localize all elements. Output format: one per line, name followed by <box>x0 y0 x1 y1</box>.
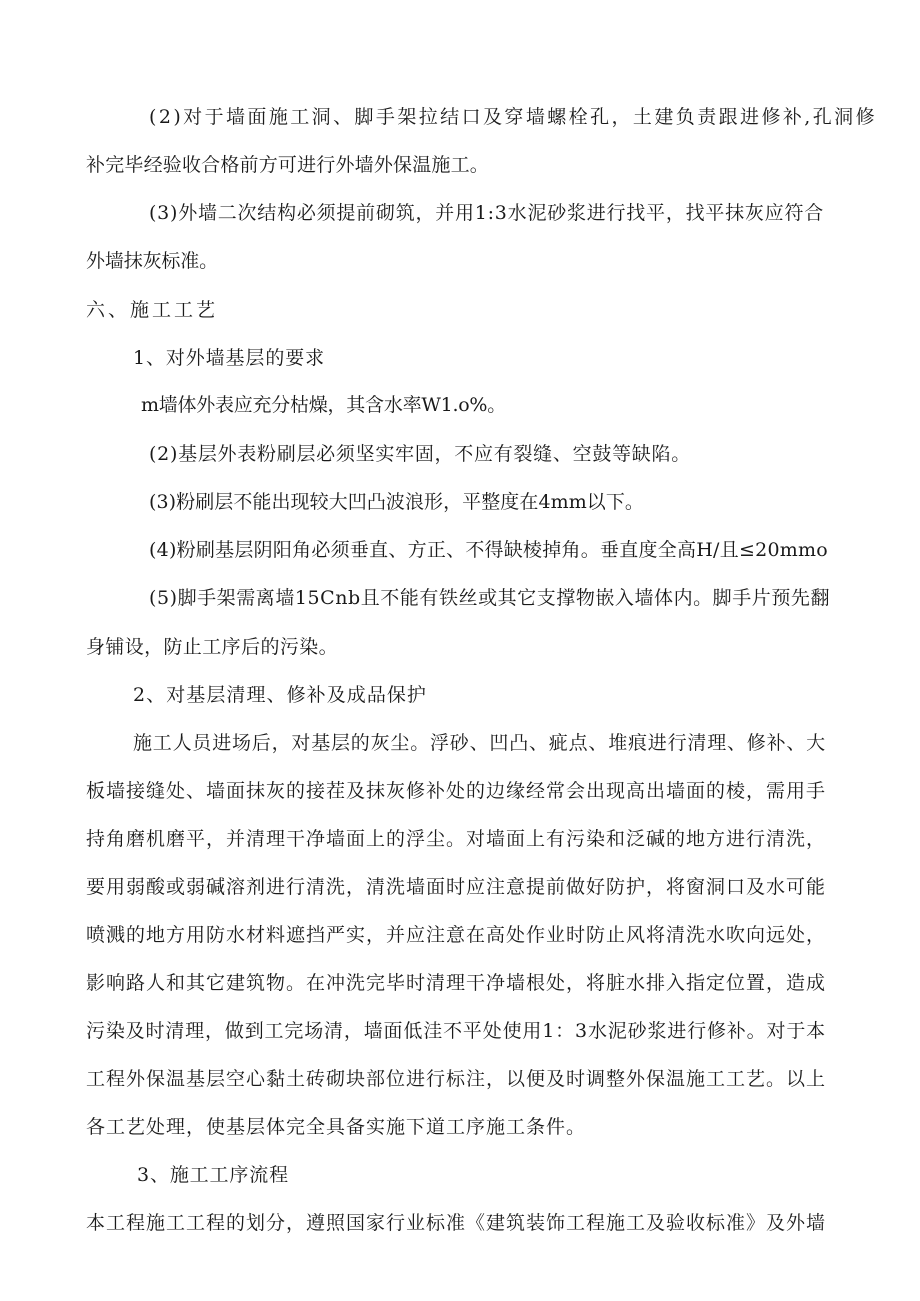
list-item: m墙体外表应充分枯燥，其含水率W1.o%。 <box>141 394 506 416</box>
paragraph-line: 身铺设，防止工序后的污染。 <box>86 636 338 658</box>
paragraph-line: 要用弱酸或弱碱溶剂进行清洗，清洗墙面时应注意提前做好防护，将窗洞口及水可能 <box>86 876 826 898</box>
section-heading: 六、施工工艺 <box>86 299 218 321</box>
paragraph-line: 工程外保温基层空心黏土砖砌块部位进行标注，以便及时调整外保温施工工艺。以上 <box>86 1068 826 1090</box>
paragraph-line: 外墙抹灰标准。 <box>86 250 218 272</box>
paragraph-line: 喷溅的地方用防水材料遮挡严实，并应注意在高处作业时防止风将清洗水吹向远处， <box>86 924 826 946</box>
paragraph-line: 各工艺处理，使基层体完全具备实施下道工序施工条件。 <box>86 1116 586 1138</box>
paragraph-line: (3)外墙二次结构必须提前砌筑，并用1:3水泥砂浆进行找平，找平抹灰应符合 <box>149 202 824 224</box>
subsection-heading: 1、对外墙基层的要求 <box>133 347 325 369</box>
list-item: (5)脚手架需离墙15Cnb且不能有铁丝或其它支撑物嵌入墙体内。脚手片预先翻 <box>149 587 830 609</box>
subsection-heading: 3、施工工序流程 <box>137 1164 289 1186</box>
paragraph-line: 施工人员进场后，对基层的灰尘。浮砂、凹凸、疵点、堆痕进行清理、修补、大 <box>133 732 826 754</box>
paragraph-line: 本工程施工工程的划分，遵照国家行业标准《建筑装饰工程施工及验收标准》及外墙 <box>86 1212 826 1234</box>
list-item: (3)粉刷层不能出现较大凹凸波浪形，平整度在4mm以下。 <box>149 491 644 513</box>
paragraph-line: 影响路人和其它建筑物。在冲洗完毕时清理干净墙根处，将脏水排入指定位置，造成 <box>86 972 826 994</box>
paragraph-line: 持角磨机磨平，并清理干净墙面上的浮尘。对墙面上有污染和泛碱的地方进行清洗， <box>86 828 826 850</box>
paragraph-line: 污染及时清理，做到工完场清，墙面低洼不平处使用1：3水泥砂浆进行修补。对于本 <box>86 1020 826 1042</box>
list-item: (4)粉刷基层阴阳角必须垂直、方正、不得缺棱掉角。垂直度全高H/且≤20mmo <box>149 539 828 561</box>
paragraph-line: 板墙接缝处、墙面抹灰的接茬及抹灰修补处的边缘经常会出现高出墙面的棱，需用手 <box>86 780 826 802</box>
subsection-heading: 2、对基层清理、修补及成品保护 <box>133 684 427 706</box>
list-item: (2)基层外表粉刷层必须坚实牢固，不应有裂缝、空鼓等缺陷。 <box>149 443 691 465</box>
paragraph-line: 补完毕经验收合格前方可进行外墙外保温施工。 <box>86 154 489 176</box>
paragraph-line: (2)对于墙面施工洞、脚手架拉结口及穿墙螺栓孔，土建负责跟进修补,孔洞修 <box>149 106 877 128</box>
